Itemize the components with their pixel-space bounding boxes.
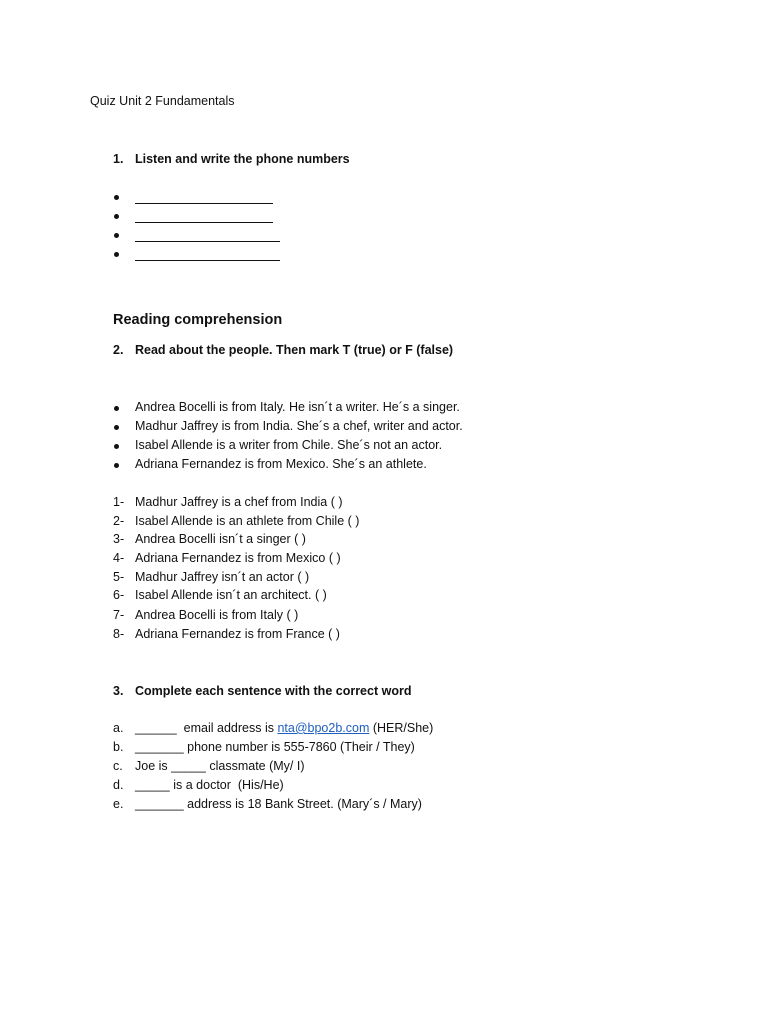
fill-in-item-b: [113, 740, 415, 754]
statement-text[interactable]: Madhur Jaffrey isn´t an actor ( ): [135, 570, 310, 584]
statement-text[interactable]: Madhur Jaffrey is a chef from India ( ): [135, 495, 343, 509]
question-2-number: 2.: [113, 343, 124, 357]
statement-marker: 8-: [113, 627, 125, 641]
question-2-heading: [113, 343, 453, 357]
question-1-number: 1.: [113, 152, 124, 166]
item-marker: e.: [113, 797, 124, 811]
fact-item: Adriana Fernandez is from Mexico. She´s an athlete.: [135, 457, 427, 471]
item-text: is a doctor (His/He): [169, 778, 284, 792]
fact-item: Madhur Jaffrey is from India. She´s a chef, writer and actor.: [135, 419, 463, 433]
item-text[interactable]: Joe is _____ classmate (My/ I): [135, 759, 305, 773]
item-marker: c.: [113, 759, 123, 773]
question-1-prompt: Listen and write the phone numbers: [135, 152, 350, 166]
question-2-prompt: Read about the people. Then mark T (true) or F (false): [135, 343, 454, 357]
statement-marker: 3-: [113, 532, 125, 546]
fill-in-item-c: [113, 759, 305, 773]
item-text: email address is: [176, 721, 278, 735]
statement-marker: 1-: [113, 495, 125, 509]
phone-answer-line-2[interactable]: [135, 222, 273, 223]
statement-text[interactable]: Adriana Fernandez is from Mexico ( ): [135, 551, 341, 565]
bullet-2: [114, 214, 119, 219]
email-link[interactable]: nta@bpo2b.com: [277, 721, 370, 735]
statement-text[interactable]: Andrea Bocelli isn´t a singer ( ): [135, 532, 306, 546]
phone-answer-line-3[interactable]: [135, 241, 280, 242]
phone-answer-line-1[interactable]: [135, 203, 273, 204]
document-title: Quiz Unit 2 Fundamentals: [90, 94, 235, 108]
statement-text[interactable]: Isabel Allende isn´t an architect. ( ): [135, 588, 327, 602]
question-3-prompt: Complete each sentence with the correct word: [135, 684, 412, 698]
statement-item: [113, 495, 343, 509]
statement-item: [113, 532, 306, 546]
fact-bullet: [114, 406, 119, 411]
statement-text[interactable]: Adriana Fernandez is from France ( ): [135, 627, 340, 641]
fill-in-item-e: [113, 797, 422, 811]
statement-item: [113, 608, 298, 622]
statement-item: [113, 627, 340, 641]
statement-marker: 7-: [113, 608, 125, 622]
fact-item: Andrea Bocelli is from Italy. He isn´t a writer. He´s a singer.: [135, 400, 460, 414]
statement-text[interactable]: Isabel Allende is an athlete from Chile ( ): [135, 514, 360, 528]
answer-blank[interactable]: _____: [135, 778, 170, 792]
statement-item: [113, 570, 309, 584]
item-text: address is 18 Bank Street. (Mary´s / Mary): [183, 797, 422, 811]
statement-marker: 6-: [113, 588, 125, 602]
item-marker: d.: [113, 778, 124, 792]
statement-marker: 5-: [113, 570, 125, 584]
section-heading: Reading comprehension: [113, 312, 283, 328]
fact-bullet: [114, 444, 119, 449]
fact-bullet: [114, 425, 119, 430]
statement-item: [113, 514, 359, 528]
fill-in-item-a: [113, 721, 433, 735]
statement-item: [113, 551, 341, 565]
statement-text[interactable]: Andrea Bocelli is from Italy ( ): [135, 608, 299, 622]
statement-item: [113, 588, 327, 602]
fact-bullet: [114, 463, 119, 468]
answer-blank[interactable]: _______: [135, 797, 184, 811]
bullet-1: [114, 195, 119, 200]
item-marker: b.: [113, 740, 124, 754]
statement-marker: 4-: [113, 551, 125, 565]
question-3-heading: [113, 684, 411, 698]
bullet-3: [114, 233, 119, 238]
question-1-heading: [113, 152, 350, 166]
answer-blank[interactable]: _______: [135, 740, 184, 754]
bullet-4: [114, 252, 119, 257]
fill-in-item-d: [113, 778, 284, 792]
question-3-number: 3.: [113, 684, 124, 698]
answer-blank[interactable]: ______: [135, 721, 177, 735]
item-marker: a.: [113, 721, 124, 735]
fact-item: Isabel Allende is a writer from Chile. She´s not an actor.: [135, 438, 443, 452]
statement-marker: 2-: [113, 514, 125, 528]
item-text: phone number is 555-7860 (Their / They): [183, 740, 415, 754]
phone-answer-line-4[interactable]: [135, 260, 280, 261]
item-hint: (HER/She): [369, 721, 434, 735]
